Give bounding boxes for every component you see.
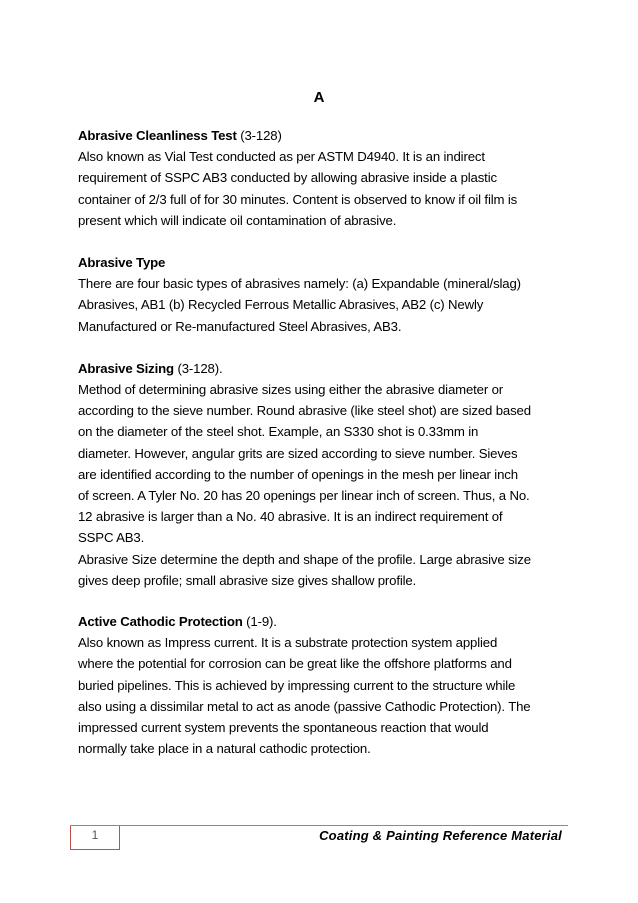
glossary-entry-active-cathodic-protection	[78, 611, 568, 759]
footer-title: Coating & Painting Reference Material	[319, 828, 562, 843]
entry-line: of screen. A Tyler No. 20 has 20 openings per linear inch of screen. Thus, a No.	[78, 488, 530, 504]
entry-line: normally take place in a natural cathodic protection.	[78, 741, 371, 757]
entry-line: Also known as Impress current. It is a substrate protection system applied	[78, 635, 498, 651]
entry-line: diameter. However, angular grits are sized according to sieve number. Sieves	[78, 445, 518, 461]
entry-reference: (3-128).	[173, 360, 223, 376]
entry-heading	[78, 358, 568, 379]
entry-line: gives deep profile; small abrasive size gives shallow profile.	[78, 572, 417, 588]
entry-term: Abrasive Type	[78, 255, 166, 271]
entry-term: Abrasive Sizing	[78, 360, 174, 376]
entry-heading	[78, 611, 568, 632]
entry-term: Active Cathodic Protection	[78, 614, 243, 630]
glossary-entry-abrasive-type	[78, 252, 568, 337]
entry-line: impressed current system prevents the spontaneous reaction that would	[78, 720, 489, 736]
entry-line: Manufactured or Re-manufactured Steel Abrasives, AB3.	[78, 318, 402, 334]
glossary-entry-abrasive-sizing	[78, 358, 568, 591]
entry-line: container of 2/3 full of for 30 minutes. Content is observed to know if oil film is	[78, 191, 518, 207]
footer-divider	[70, 825, 568, 826]
page-number: 1	[91, 828, 99, 842]
entry-line: also using a dissimilar metal to act as anode (passive Cathodic Protection). The	[78, 698, 531, 714]
entry-line: SSPC AB3.	[78, 530, 145, 546]
entry-heading	[78, 125, 568, 146]
glossary-content	[78, 125, 568, 759]
entry-line: 12 abrasive is larger than a No. 40 abrasive. It is an indirect requirement of	[78, 509, 503, 525]
entry-reference: (3-128)	[236, 128, 282, 143]
entry-term: Abrasive Cleanliness Test	[78, 128, 237, 143]
entry-line: according to the sieve number. Round abrasive (like steel shot) are sized based	[78, 403, 531, 419]
entry-line: where the potential for corrosion can be great like the offshore platforms and	[78, 656, 512, 672]
entry-reference: (1-9).	[242, 614, 277, 630]
entry-line: Method of determining abrasive sizes using either the abrasive diameter or	[78, 382, 504, 398]
entry-line: are identified according to the number of openings in the mesh per linear inch	[78, 466, 518, 482]
section-letter: A	[313, 89, 325, 106]
entry-line: present which will indicate oil contamination of abrasive.	[78, 212, 397, 228]
entry-line: Abrasive Size determine the depth and shape of the profile. Large abrasive size	[78, 551, 531, 567]
entry-line: Abrasives, AB1 (b) Recycled Ferrous Metallic Abrasives, AB2 (c) Newly	[78, 297, 484, 313]
entry-line: There are four basic types of abrasives namely: (a) Expandable (mineral/slag)	[78, 276, 521, 292]
entry-line: buried pipelines. This is achieved by impressing current to the structure while	[78, 677, 516, 693]
glossary-entry-abrasive-cleanliness-test	[78, 125, 568, 231]
entry-line: on the diameter of the steel shot. Example, an S330 shot is 0.33mm in	[78, 424, 479, 440]
entry-line: Also known as Vial Test conducted as per ASTM D4940. It is an indirect	[78, 149, 485, 165]
entry-line: requirement of SSPC AB3 conducted by allowing abrasive inside a plastic	[78, 170, 497, 186]
entry-heading	[78, 252, 568, 273]
